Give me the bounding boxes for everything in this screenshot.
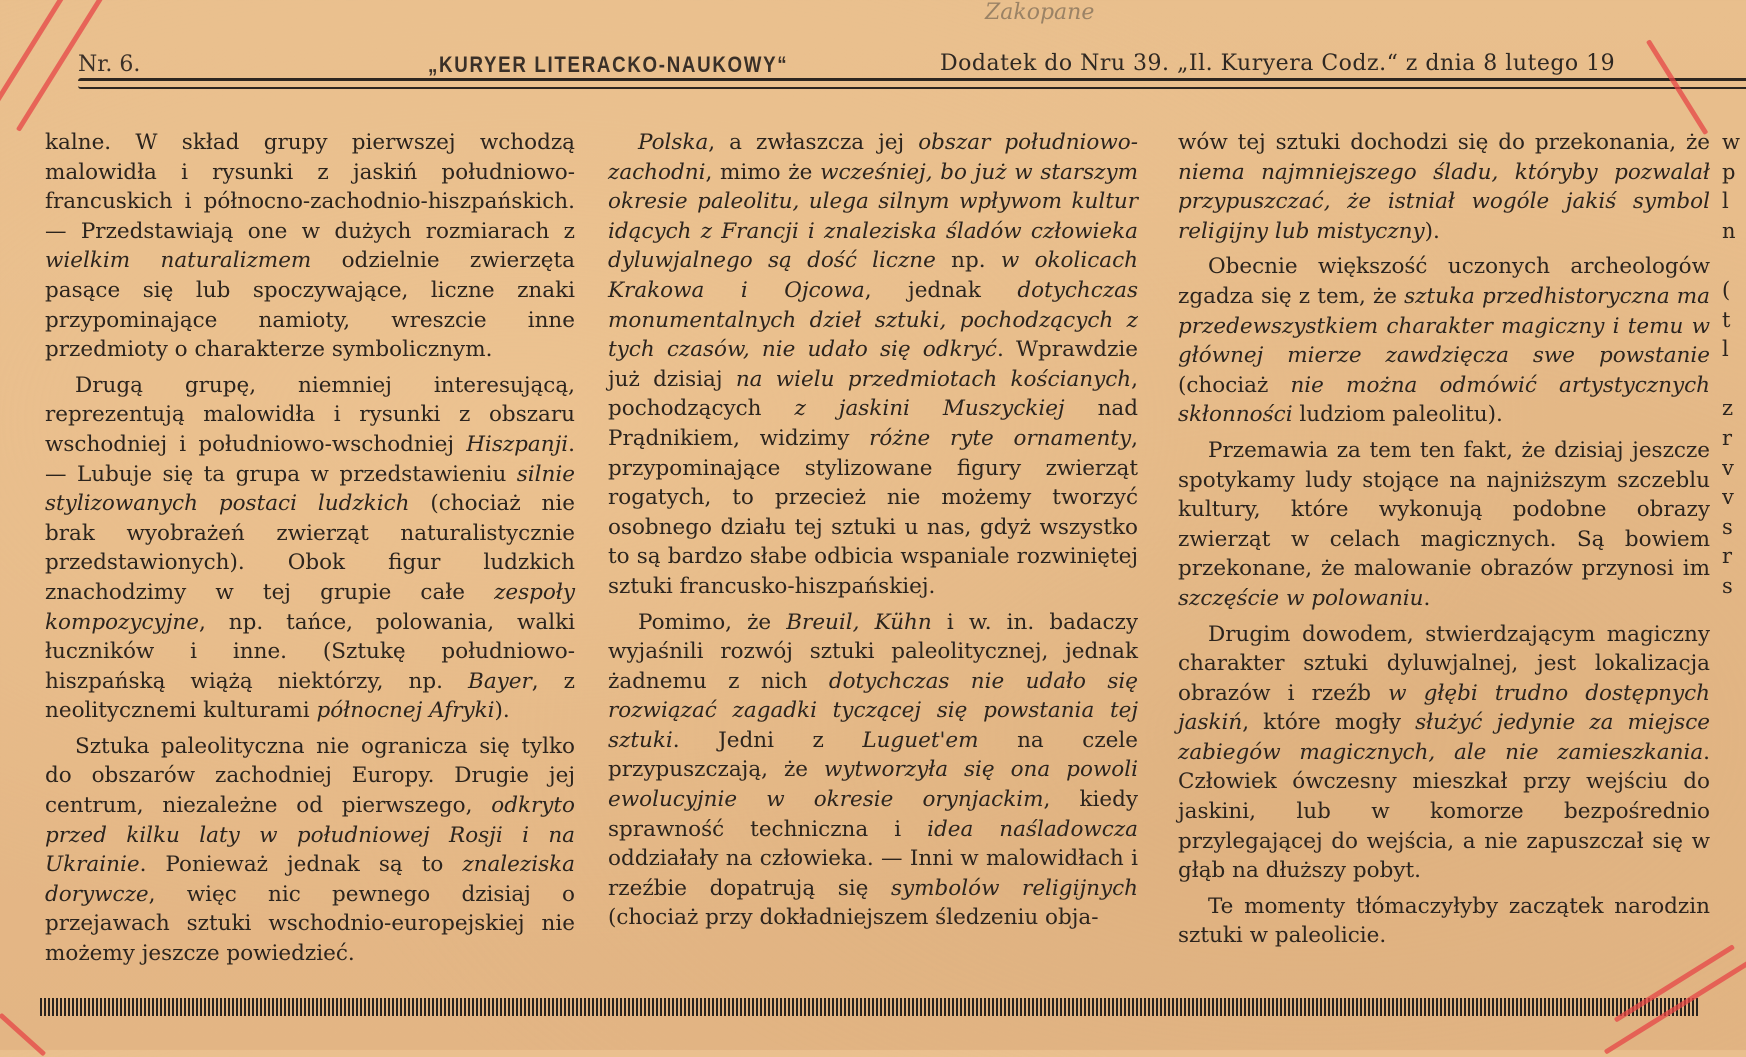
- paragraph: wów tej sztuki dochodzi się do przekonania, że niema najmniejszego śladu, któryby pozwalał przypuszczać, że istniał wogóle jakiś symbol religijny lub mistyczny).: [1178, 130, 1710, 244]
- edge-fragment: [1722, 365, 1746, 395]
- text-column-2: [608, 128, 1138, 933]
- edge-fragment: v: [1722, 455, 1734, 480]
- edge-fragment: v: [1722, 485, 1734, 510]
- edge-fragment: r: [1722, 544, 1733, 569]
- paragraph: Pomimo, że Breuil, Kühn i w. in. badaczy wyjaśnili rozwój sztuki paleolitycznej, jednak żadnemu z nich dotychczas nie udało się rozwiązać zagadki tyczącej się powstania tej sztuki. Jedni z Luguet'em na czele przypuszczają, że wytworzyła się ona powoli ewolucyjnie w okresie orynjackim, kiedy sprawność techniczna i idea naśladowcza oddziałały na człowieka. — Inni w malowidłach i rzeźbie dopatrują się symbolów religijnych (chociaż przy dokładniejszem śledzeniu obja-: [608, 609, 1138, 931]
- pencil-annotation: Zakopane: [985, 0, 1095, 25]
- header-rule: [78, 78, 1746, 89]
- paragraph: Obecnie większość uczonych archeologów zgadza się z tem, że sztuka przedhistoryczna ma przedewszystkiem charakter magiczny i temu w głównej mierze zawdzięcza swe powstanie (chociaż nie można odmówić artystycznych skłonności ludziom paleolitu).: [1178, 254, 1710, 428]
- edge-fragment: z: [1722, 396, 1734, 421]
- paragraph: Sztuka paleolityczna nie ogranicza się tylko do obszarów zachodniej Europy. Drugie jej centrum, niezależne od pierwszego, odkryto przed kilku laty w południowej Rosji i na Ukrainie. Ponieważ jednak są to znaleziska dorywcze, więc nic pewnego dzisiaj o przejawach sztuki wschodnio-europejskiej nie możemy jeszcze powiedzieć.: [45, 733, 575, 967]
- edge-fragment: s: [1722, 514, 1733, 539]
- paragraph: Przemawia za tem ten fakt, że dzisiaj jeszcze spotykamy ludy stojące na najniższym szczeblu kultury, które wykonują podobne obrazy zwierząt w celach magicznych. Są bowiem przekonane, że malowanie obrazów przynosi im szczęście w polowaniu.: [1178, 437, 1710, 611]
- paragraph: Drugim dowodem, stwierdzającym magiczny charakter sztuki dyluwjalnej, jest lokalizacja obrazów i rzeźb w głębi trudno dostępnych jaskiń, które mogły służyć jedynie za miejsce zabiegów magicznych, ale nie zamieszkania. Człowiek ówczesny mieszkał przy wejściu do jaskini, lub w komorze bezpośrednio przylegającej do wejścia, a nie zapuszczał się w głąb na dłuższy pobyt.: [1178, 621, 1710, 884]
- paragraph: Te momenty tłómaczyłyby zaczątek narodzin sztuki w paleolicie.: [1178, 893, 1710, 949]
- edge-fragment: n: [1722, 218, 1736, 243]
- paragraph: Drugą grupę, niemniej interesującą, reprezentują malowidła i rysunki z obszaru wschodniej i południowo-wschodniej Hiszpanji. — Lubuje się ta grupa w przedstawieniu silnie stylizowanych postaci ludzkich (chociaż nie brak wyobrażeń zwierząt naturalistycznie przedstawionych). Obok figur ludzkich znachodzimy w tej grupie całe zespoły kompozycyjne, np. tańce, polowania, walki łuczników i inne. (Sztukę południowo-hiszpańską wiążą niektórzy, np. Bayer, z neolitycznemi kulturami północnej Afryki).: [45, 372, 575, 724]
- text-column-3: [1178, 128, 1710, 951]
- text-column-1: [45, 128, 575, 969]
- page-header: [78, 48, 1746, 76]
- paragraph: kalne. W skład grupy pierwszej wchodzą malowidła i rysunki z jaskiń południowo-francuskich i północno-zachodnio-hiszpańskich. — Przedstawiają one w dużych rozmiarach z wielkim naturalizmem odzielnie zwierzęta pasące się lub spoczywające, liczne znaki przypominające namioty, wreszcie inne przedmioty o charakterze symbolicznym.: [45, 130, 575, 363]
- publication-title: „KURYER LITERACKO-NAUKOWY“: [428, 52, 789, 77]
- edge-fragment: t: [1722, 307, 1731, 332]
- next-page-edge-fragments: [1722, 128, 1746, 602]
- edge-fragment: l: [1722, 337, 1729, 362]
- paragraph: Polska, a zwłaszcza jej obszar południowo-zachodni, mimo że wcześniej, bo już w starszym okresie paleolitu, ulega silnym wpływom kultur idących z Francji i znaleziska śladów człowieka dyluwjalnego są dość liczne np. w okolicach Krakowa i Ojcowa, jednak dotychczas monumentalnych dzieł sztuki, pochodzących z tych czasów, nie udało się odkryć. Wprawdzie już dzisiaj na wielu przedmiotach kościanych, pochodzących z jaskini Muszyckiej nad Prądnikiem, widzimy różne ryte ornamenty, przypominające stylizowane figury zwierząt rogatych, to przecież nie możemy tworzyć osobnego działu tej sztuki u nas, gdyż wszystko to są bardzo słabe odbicia wspaniale rozwiniętej sztuki francusko-hiszpańskiej.: [608, 130, 1139, 599]
- edge-fragment: s: [1722, 573, 1733, 598]
- edge-fragment: [1722, 246, 1746, 276]
- edge-fragment: r: [1722, 425, 1733, 450]
- footer-rule: [40, 998, 1700, 1016]
- edge-fragment: w: [1722, 130, 1740, 154]
- edge-fragment: (: [1722, 277, 1731, 302]
- edge-fragment: l: [1722, 189, 1729, 214]
- issue-number: Nr. 6.: [78, 52, 141, 77]
- supplement-info: Dodatek do Nru 39. „Il. Kuryera Codz.“ z dnia 8 lutego 19: [940, 51, 1616, 76]
- edge-fragment: p: [1722, 159, 1736, 184]
